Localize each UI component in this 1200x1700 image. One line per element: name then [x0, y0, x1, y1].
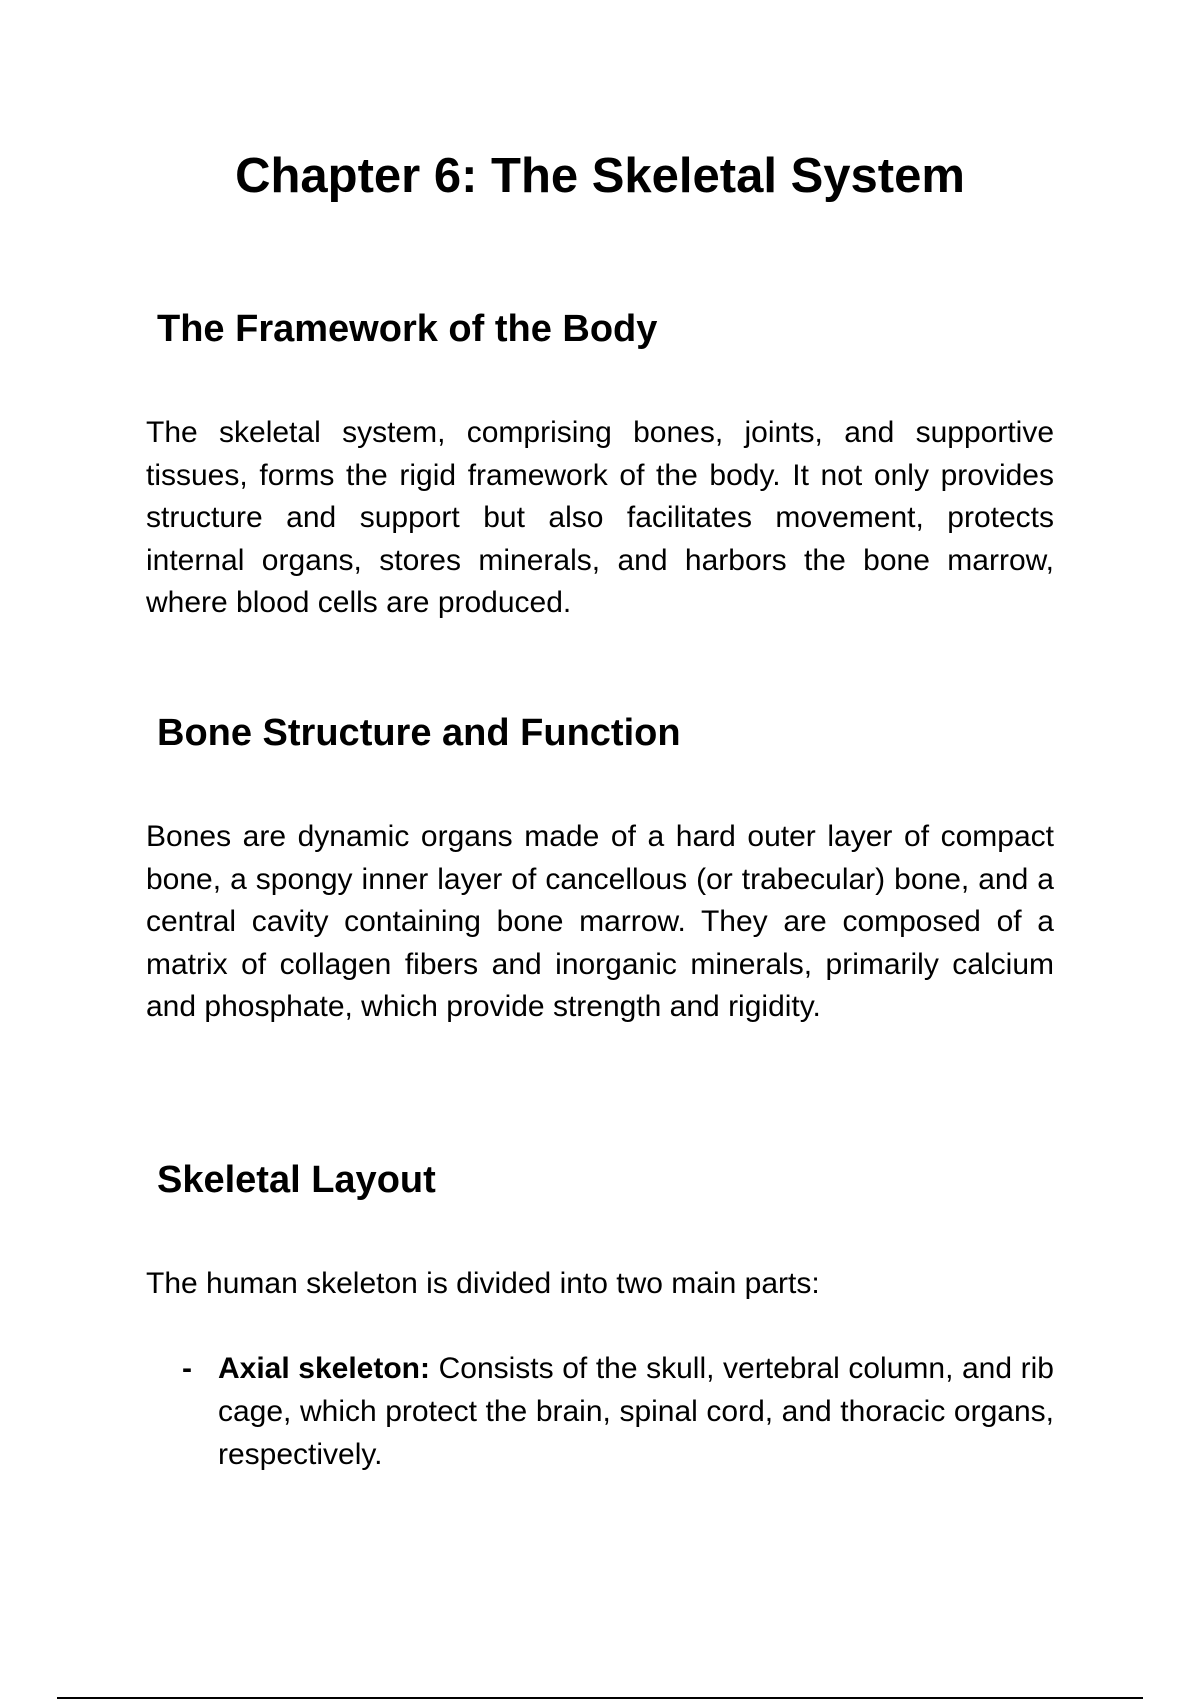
section-heading-bone-structure: Bone Structure and Function — [157, 712, 681, 754]
section-heading-framework: The Framework of the Body — [157, 308, 658, 350]
bullet-description: Consists of the skull, vertebral column, and rib cage, which protect the brain, spinal cord, and thoracic organs, respectively. — [218, 1352, 1054, 1471]
bullet-term: Axial skeleton: — [218, 1352, 430, 1385]
section-heading-skeletal-layout: Skeletal Layout — [157, 1159, 436, 1201]
skeleton-parts-list — [146, 1347, 1054, 1476]
bullet-marker: - — [182, 1352, 192, 1385]
section-paragraph-framework: The skeletal system, comprising bones, joints, and supportive tissues, forms the rigid framework of the body. It not only provides structure and support but also facilitates movement, protects internal organs, stores minerals, and harbors the bone marrow, where blood cells are produced. — [146, 416, 1054, 619]
section-paragraph-skeletal-layout: The human skeleton is divided into two main parts: — [146, 1267, 820, 1300]
chapter-title: Chapter 6: The Skeletal System — [235, 149, 965, 203]
section-paragraph-bone-structure: Bones are dynamic organs made of a hard outer layer of compact bone, a spongy inner layer of cancellous (or trabecular) bone, and a central cavity containing bone marrow. They are composed of a matrix of collagen fibers and inorganic minerals, primarily calcium and phosphate, which provide strength and rigidity. — [146, 820, 1054, 1023]
list-item-axial-skeleton — [146, 1347, 1054, 1476]
page-bottom-rule — [57, 1697, 1143, 1699]
